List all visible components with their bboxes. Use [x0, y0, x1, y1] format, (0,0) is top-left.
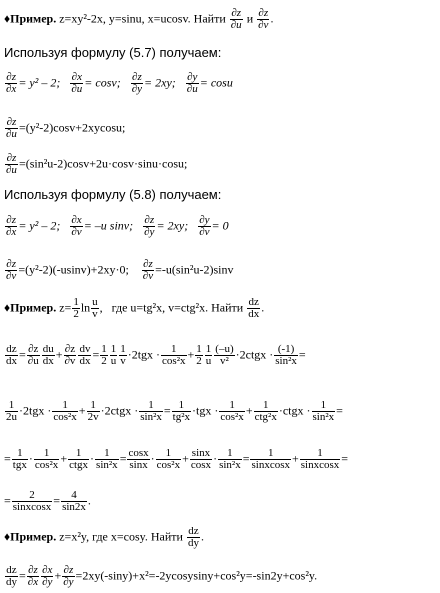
formula-5-7-text: Используя формулу (5.7) получаем:: [4, 45, 222, 60]
example2-line2: $\frac{1}{2u}$ ·2tgx · $\frac{1}{\text{cos²x}}$ + $\frac{1}{2v}$ ·2ctgx · $\frac{1}{\text{sin²x}}$ = $\frac{1}{\text{tg²x}}$ ·tgx · $\frac{1}{\text{cos²x}}$ + $\frac{1}{\text{ctg²x}}$ ·ctgx · $\frac{1}{\text{sin²x}}$ =: [6, 399, 343, 423]
example2-final: = $\frac{2}{\text{sinxcosx}}$ = $\frac{4}{\sin 2x}$ .: [4, 489, 91, 513]
dz-dv-fraction: $\frac{\partial z}{\partial v}$: [258, 7, 269, 31]
example1-problem: z=xy²-2x, y=sinu, x=ucosv. Найти: [59, 11, 226, 26]
example2-header: ♦Пример. z= $\frac{1}{2}$ ln $\frac{u}{v}$ , где u=tg²x, v=ctg²x. Найти $\frac{dz}{dx}$ .: [4, 296, 265, 320]
example1-header: [4, 8, 273, 31]
example3-problem: z=x²y, где x=cosy. Найти: [59, 529, 183, 544]
and-text: и: [246, 11, 254, 26]
period: .: [270, 11, 274, 26]
row2-result: $\frac{\partial z}{\partial u}$ =(y²-2)cosv+2xycosu;: [6, 116, 126, 140]
formula-5-8-text: Используя формулу (5.8) получаем:: [4, 187, 222, 202]
row3-result: $\frac{\partial z}{\partial u}$ =(sin²u-2)cosv+2u·cosv·sinu·cosu;: [6, 152, 188, 176]
dz-du-fraction: $\frac{\partial z}{\partial u}$: [230, 7, 242, 31]
example2-line3: = $\frac{1}{\text{tgx}}$ · $\frac{1}{\text{cos²x}}$ + $\frac{1}{\text{ctgx}}$ · $\frac{1}{\text{sin²x}}$ = $\frac{\cos x}{\sin x}$ · $\frac{1}{\text{cos²x}}$ + $\frac{\sin x}{\cos x}$ · $\frac{1}{\text{sin²x}}$ = $\frac{1}{\text{sinxcosx}}$ + $\frac{1}{\text{sinxcosx}}$ =: [4, 447, 349, 471]
row4-derivatives: $\frac{\partial z}{\partial x}$ = y² – 2; $\frac{\partial x}{\partial v}$ = –u sinv; $\frac{\partial z}{\partial y}$ = 2xy; $\frac{\partial y}{\partial v}$ = 0: [6, 214, 229, 238]
example2-problem: где u=tg²x, v=ctg²x. Найти: [111, 300, 244, 315]
example3-result: $\frac{dz}{dy}$ = $\frac{\partial z}{\partial x}$ $\frac{\partial x}{\partial y}$ + $\frac{\partial z}{\partial y}$ =2xy(-siny)+x²=-2ycosysiny+cos²y=-sin2y+cos²y.: [6, 564, 318, 588]
example2-label: ♦Пример.: [4, 300, 57, 315]
example2-line1: $\frac{dz}{dx}$ = $\frac{\partial z}{\partial u}$ $\frac{du}{dx}$ + $\frac{\partial z}{\partial v}$ $\frac{dv}{dx}$ = $\frac{1}{2}$ $\frac{1}{u}$ $\frac{1}{v}$ ·2tgx · $\frac{1}{\text{cos²x}}$ + $\frac{1}{2}$ $\frac{1}{u}$ $\frac{(-u)}{\text{v²}}$ ·2ctgx · $\frac{(-1)}{\text{sin²x}}$ =: [6, 343, 306, 367]
row5-result: $\frac{\partial z}{\partial v}$ =(y²-2)(-usinv)+2xy·0; $\frac{\partial z}{\partial v}$ =-u(sin²u-2)sinv: [6, 258, 234, 282]
example1-label: ♦Пример.: [4, 11, 57, 26]
example3-label: ♦Пример.: [4, 529, 57, 544]
row1-derivatives: $\frac{\partial z}{\partial x}$ = y² – 2; $\frac{\partial x}{\partial u}$ = cosv; $\frac{\partial z}{\partial y}$ = 2xy; $\frac{\partial y}{\partial u}$ = cosu: [6, 71, 233, 95]
example3-header: ♦Пример. z=x²y, где x=cosy. Найти $\frac{dz}{dy}$ .: [4, 525, 204, 549]
